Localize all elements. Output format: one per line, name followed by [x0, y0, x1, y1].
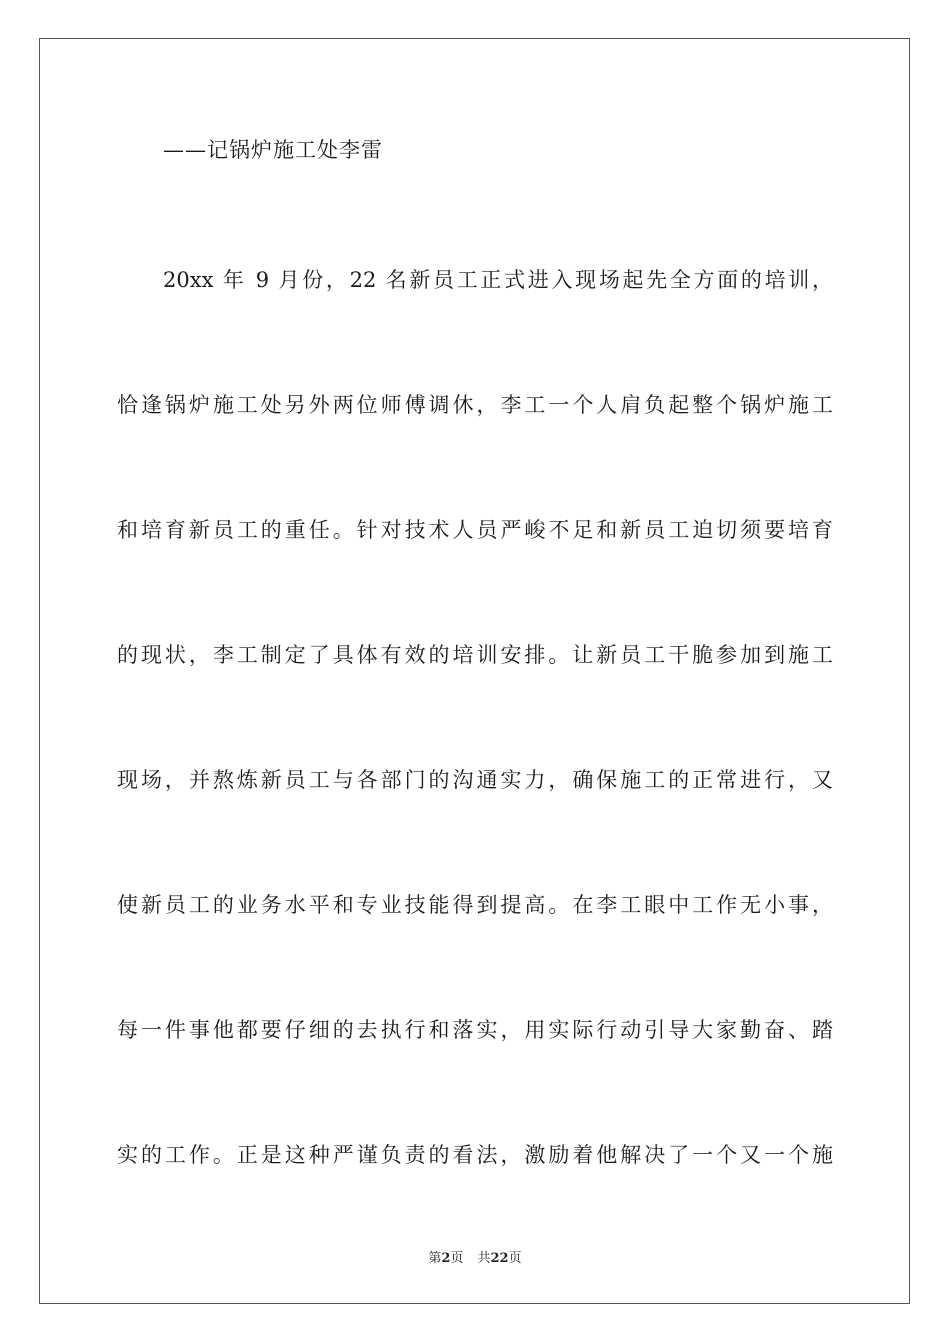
page-label-suffix: 页 — [450, 1251, 464, 1266]
page-label-prefix: 第 — [428, 1251, 442, 1266]
total-label-suffix: 页 — [508, 1251, 522, 1266]
paragraph-line-4: 的现状，李工制定了具体有效的培训安排。让新员工干脆参加到施工 — [117, 643, 833, 667]
paragraph-line-8: 实的工作。正是这种严谨负责的看法，激励着他解决了一个又一个施 — [117, 1143, 833, 1167]
total-label-prefix: 共 — [477, 1251, 491, 1266]
total-page-count: 22 — [490, 1251, 509, 1266]
paragraph-line-6: 使新员工的业务水平和专业技能得到提高。在李工眼中工作无小事， — [117, 893, 833, 917]
current-page-number: 2 — [441, 1251, 451, 1266]
paragraph-line-3: 和培育新员工的重任。针对技术人员严峻不足和新员工迫切须要培育 — [117, 518, 833, 542]
paragraph-line-7: 每一件事他都要仔细的去执行和落实，用实际行动引导大家勤奋、踏 — [117, 1018, 833, 1042]
document-subtitle: ——记锅炉施工处李雷 — [163, 138, 383, 162]
paragraph-line-5: 现场，并熬炼新员工与各部门的沟通实力，确保施工的正常进行，又 — [117, 768, 833, 792]
paragraph-line-2: 恰逢锅炉施工处另外两位师傅调休，李工一个人肩负起整个锅炉施工 — [117, 393, 833, 417]
paragraph-line-1: 20xx 年 9 月份，22 名新员工正式进入现场起先全方面的培训， — [163, 268, 833, 292]
page-footer — [0, 1247, 950, 1266]
page-frame — [39, 38, 910, 1304]
